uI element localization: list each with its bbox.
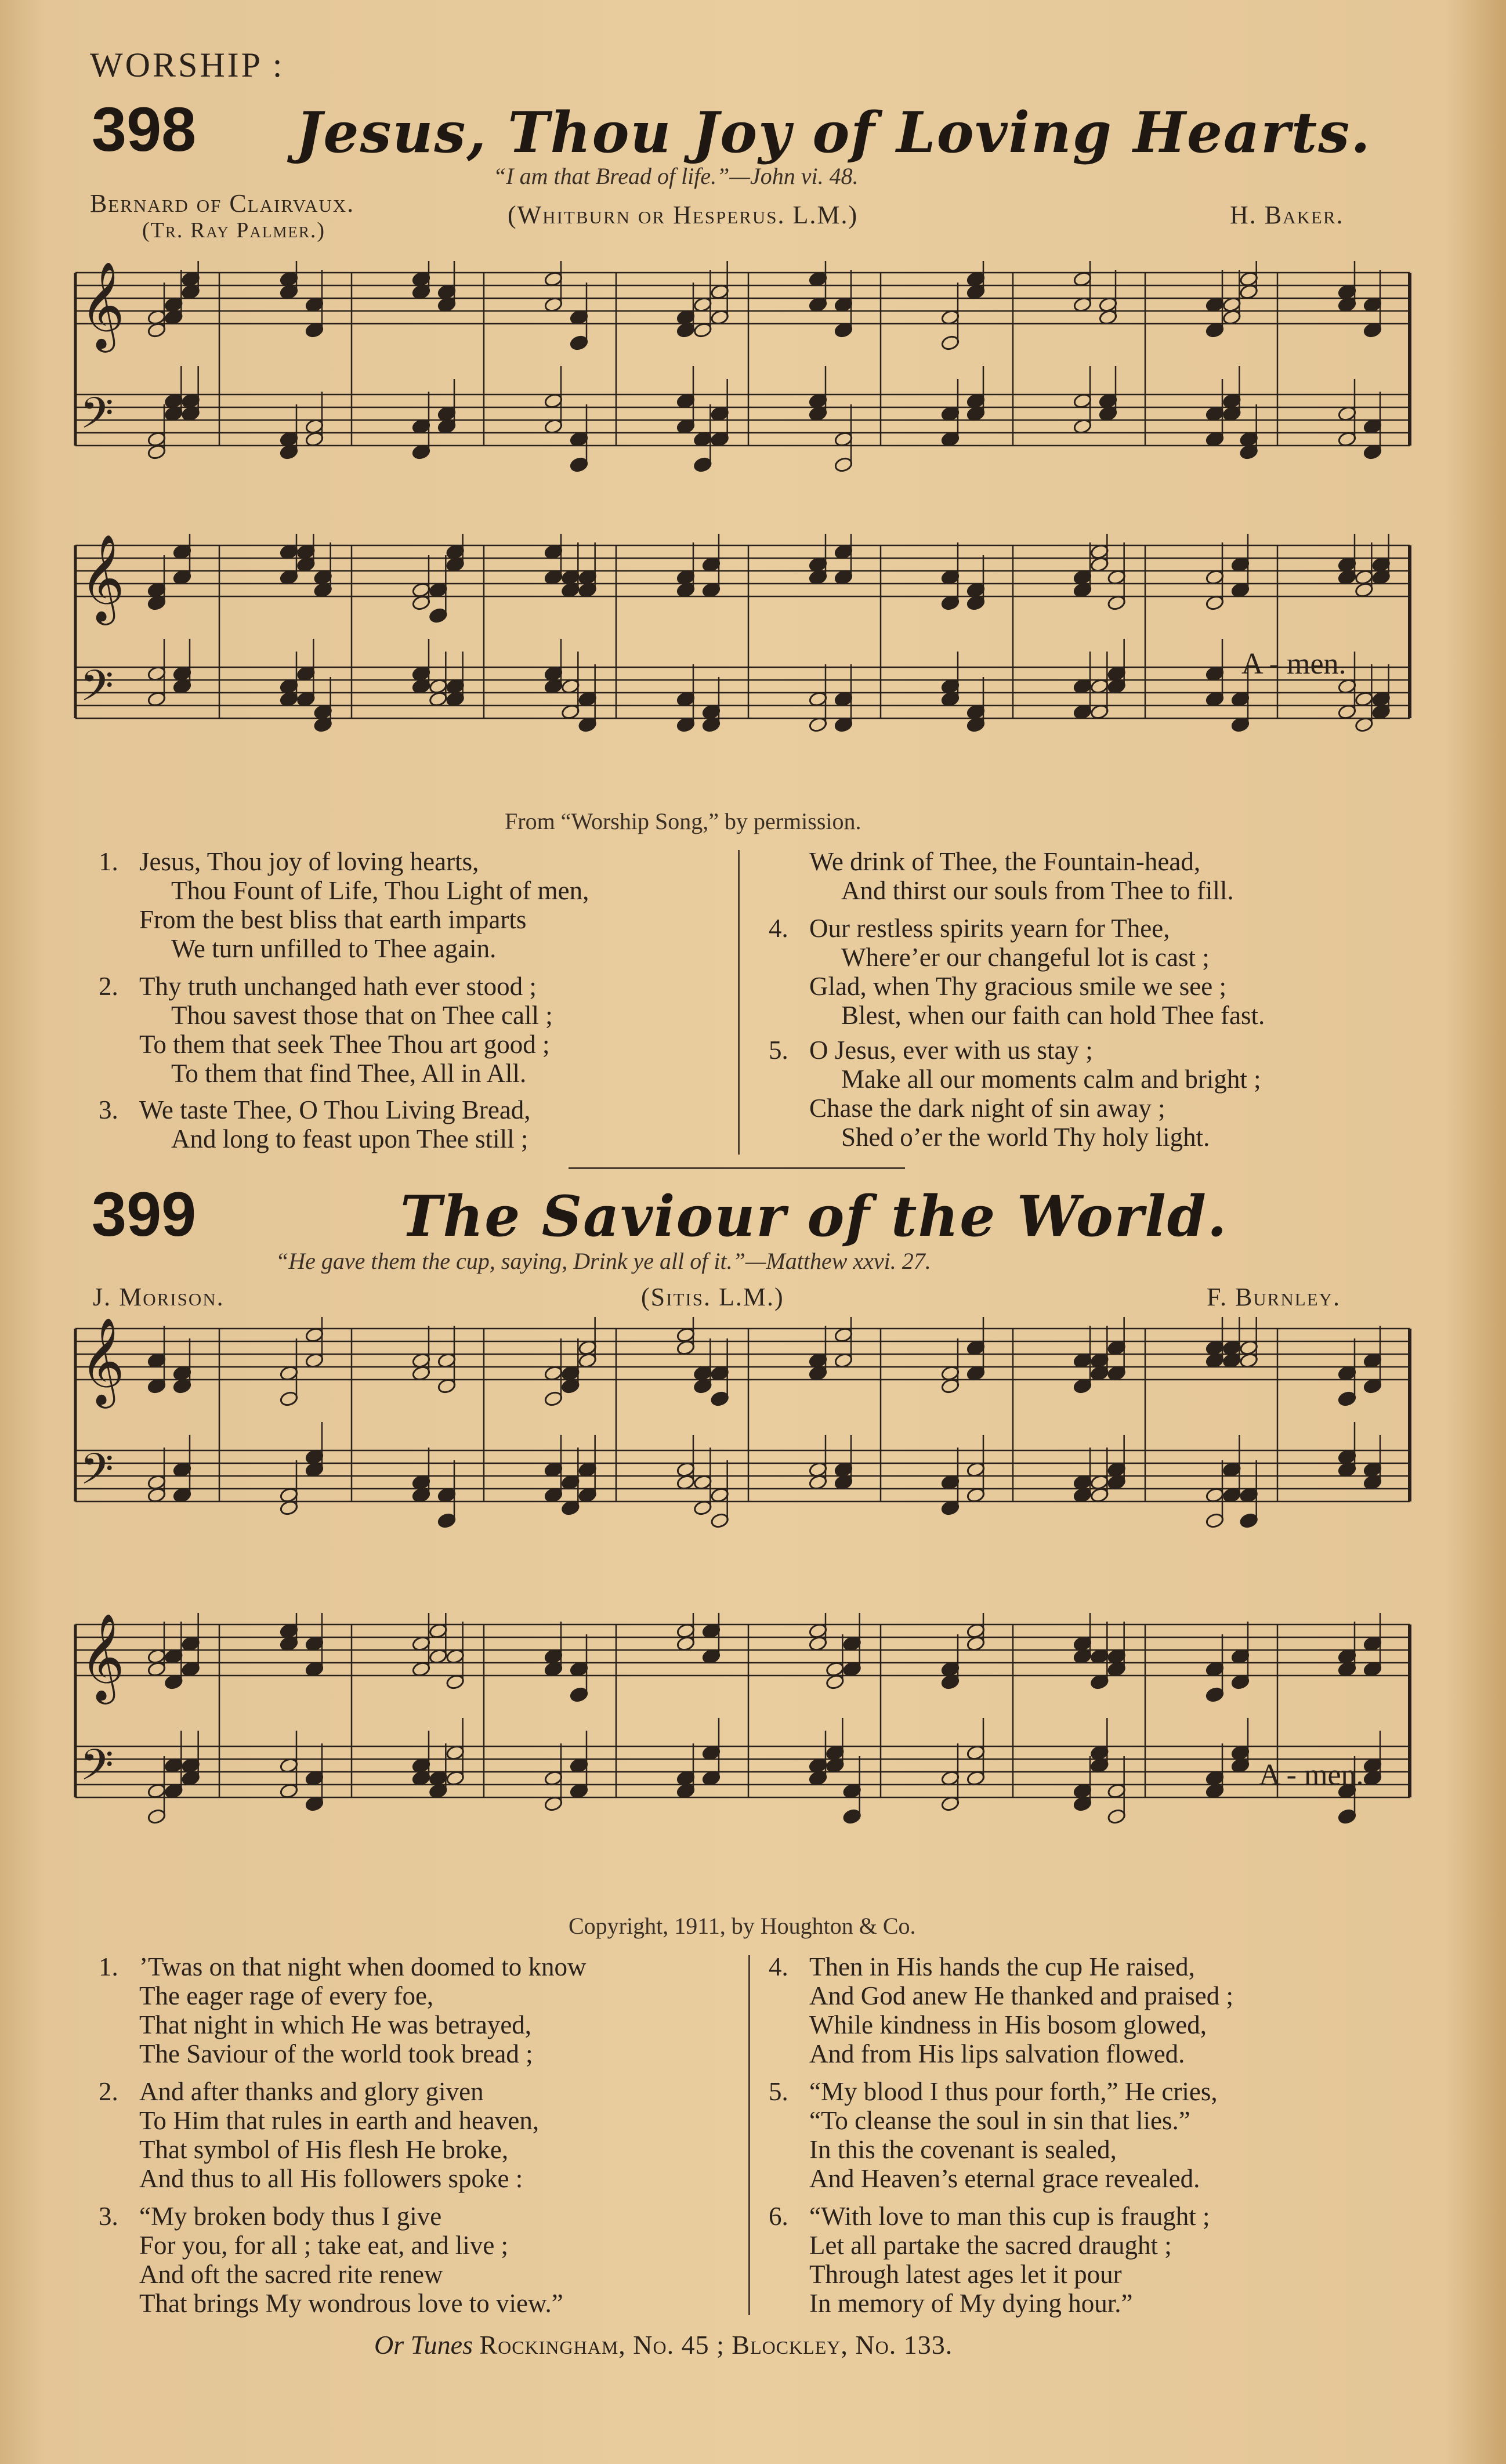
hymn-398-number: 398 — [92, 94, 197, 164]
hymn-398-composer: H. Baker. — [1230, 201, 1344, 229]
hymn-399-verse-3: 3. “My broken body thus I give For you, for all ; take eat, and live ; And oft the sacred rite renew That brings My wondrous love to view.” — [99, 2202, 563, 2318]
bass-clef-icon: 𝄢 — [80, 1444, 114, 1505]
hymn-398-amen: A - men. — [1241, 647, 1346, 681]
hymn-398-score-system-2 — [64, 534, 1421, 789]
hymn-398-verse-5: 5. O Jesus, ever with us stay ; Make all our moments calm and bright ; Chase the dark night of sin away ; Shed o’er the world Thy holy light. — [769, 1036, 1261, 1152]
note-head — [1205, 1687, 1224, 1703]
note-head — [842, 1808, 861, 1825]
hymn-399-verse-4: 4. Then in His hands the cup He raised, And God anew He thanked and praised ; While kindness in His bosom glowed, And from His lips salvation flowed. — [769, 1952, 1234, 2068]
hymn-398-verse-3-cont: We drink of Thee, the Fountain-head, And thirst our souls from Thee to fill. — [809, 847, 1234, 905]
note-head — [544, 1391, 563, 1407]
note-head — [1205, 1513, 1224, 1529]
hymn-398-score-system-1 — [64, 261, 1421, 505]
hymn-399-author: J. Morison. — [93, 1283, 225, 1311]
note-head — [569, 1687, 588, 1703]
hymn-399-verse-5: 5. “My blood I thus pour forth,” He cries, “To cleanse the soul in sin that lies.” In this the covenant is sealed, And Heaven’s eternal grace revealed. — [769, 2077, 1218, 2193]
treble-clef-icon: 𝄞 — [80, 534, 125, 621]
hymn-399-number: 399 — [92, 1179, 197, 1249]
section-header: WORSHIP : — [90, 46, 285, 84]
hymn-399-verse-6: 6. “With love to man this cup is fraught ; Let all partake the sacred draught ; Through latest ages let it pour In memory of My dying hour.” — [769, 2202, 1210, 2318]
hymn-398-verse-1: 1. Jesus, Thou joy of loving hearts, Thou Fount of Life, Thou Light of men, From the best bliss that earth imparts We turn unfilled to Thee again. — [99, 847, 589, 963]
note-head — [569, 335, 588, 351]
treble-clef-icon: 𝄞 — [80, 1317, 125, 1405]
hymn-399-verse-1: 1. ’Twas on that night when doomed to know The eager rage of every foe, That night in which He was betrayed, The Saviour of the world took bread ; — [99, 1952, 587, 2068]
note-head — [569, 457, 588, 473]
hymn-398-tune: (Whitburn or Hesperus. L.M.) — [508, 201, 859, 229]
alternate-tunes-note — [374, 2329, 953, 2360]
note-head — [437, 1513, 456, 1529]
hymn-399-scripture: “He gave them the cup, saying, Drink ye all of it.”—Matthew xxvi. 27. — [276, 1248, 931, 1274]
bass-clef-icon: 𝄢 — [80, 661, 114, 722]
hymn-398-author: Bernard of Clairvaux. — [90, 189, 355, 218]
note-head — [710, 1513, 729, 1529]
hymn-398-title: Jesus, Thou Joy of Loving Hearts. — [296, 100, 1371, 165]
note-head — [1239, 1513, 1258, 1529]
hymn-398-verse-3: 3. We taste Thee, O Thou Living Bread, And long to feast upon Thee still ; — [99, 1095, 531, 1153]
note-head — [693, 457, 712, 473]
note-head — [429, 607, 448, 624]
bass-clef-icon: 𝄢 — [80, 388, 114, 449]
hymn-398-scripture: “I am that Bread of life.”—John vi. 48. — [493, 163, 859, 189]
hymn-399-copyright: Copyright, 1911, by Houghton & Co. — [569, 1913, 916, 1939]
note-head — [1107, 1808, 1126, 1825]
note-head — [279, 1391, 298, 1407]
hymn-separator-rule — [569, 1167, 905, 1169]
hymn-399-score-system-2 — [64, 1613, 1421, 1903]
hymn-399-amen: A - men. — [1259, 1759, 1364, 1792]
hymn-399-composer: F. Burnley. — [1207, 1283, 1341, 1311]
hymn-398-permission: From “Worship Song,” by permission. — [505, 808, 861, 834]
note-head — [834, 457, 853, 473]
note-head — [147, 1808, 166, 1825]
hymn-398-verse-2: 2. Thy truth unchanged hath ever stood ; Thou savest those that on Thee call ; To them that seek Thee Thou art good ; To them that find Thee, All in All. — [99, 972, 553, 1088]
hymn-398-translator: (Tr. Ray Palmer.) — [142, 218, 326, 243]
note-head — [1337, 1808, 1356, 1825]
hymn-399-score-system-1 — [64, 1317, 1421, 1584]
hymn-399-verse-2: 2. And after thanks and glory given To Him that rules in earth and heaven, That symbol of His flesh He broke, And thus to all His followers spoke : — [99, 2077, 540, 2193]
note-head — [940, 335, 960, 351]
treble-clef-icon: 𝄞 — [80, 261, 125, 349]
hymn-399-verse-divider — [748, 1955, 750, 2315]
hymn-399-title: The Saviour of the World. — [400, 1184, 1228, 1249]
hymn-399-tune: (Sitis. L.M.) — [641, 1283, 784, 1311]
alternate-tunes-list: Rockingham, No. 45 ; Blockley, No. 133. — [479, 2330, 953, 2360]
bass-clef-icon: 𝄢 — [80, 1740, 114, 1801]
hymn-398-verse-divider — [738, 850, 740, 1155]
note-head — [710, 1391, 729, 1407]
treble-clef-icon: 𝄞 — [80, 1613, 125, 1700]
hymn-398-verse-4: 4. Our restless spirits yearn for Thee, Where’er our changeful lot is cast ; Glad, when Thy gracious smile we see ; Blest, when our faith can hold Thee fast. — [769, 914, 1265, 1030]
note-head — [1337, 1391, 1356, 1407]
alternate-tunes-prefix: Or Tunes — [374, 2330, 473, 2360]
